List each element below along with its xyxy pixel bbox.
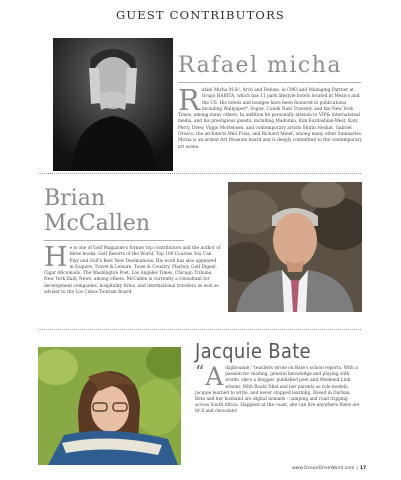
- section-divider: [38, 173, 361, 174]
- jacquie-bate-photo: [38, 347, 181, 465]
- contributor-bio: [178, 83, 363, 151]
- divider: [44, 240, 184, 241]
- section-title: GUEST CONTRIBUTORS: [115, 8, 286, 22]
- footer-separator: |: [356, 466, 358, 471]
- page-footer: [292, 466, 366, 471]
- drop-cap: A: [205, 362, 224, 391]
- section-divider: [38, 329, 361, 330]
- drop-cap: R: [178, 83, 200, 117]
- contributor-name-line1: Brian: [44, 186, 106, 211]
- website-link[interactable]: www.OceanDriveWorld.com: [292, 466, 355, 471]
- bio-text: afael Micha M.Sc, Arch and Deluxe, is CMO and Managing Partner at Grupo HABITA, which has 11 park lifestyle hotels located in Mexico and the US. His hotels and lounges have been featured in publications including Wallpaper*, Vogue, Condé Nast Traveler, and the New York Times, among many others. In addition he personally attends to VIP& international media, and his prestigious guests, including Madonna, Kim Kardashian-West, Katy Perry, Drew, Viggo Mortensen, and contemporary artists Shirin Neshat, Gabriel Orozco, the architects Weil Frisa, and Richard Meier, among many other luminaries. Micha is an ardent Art Museum board and is deeply committed to the contemporary art scene.: [178, 88, 363, 150]
- page-number: 17: [359, 466, 367, 471]
- contributor-bio: [195, 362, 361, 416]
- bio-text: dajibounne," teachers wrote on Bate's school reports. With a passion for reading, general knowledge and playing with words, she's a blogger, published poet and Weekend Link winner. With Roald Dhal and her parents as role models, Jacquie learned to write, and never stopped learning. Based in Durban, Bate and her husband are digital nomads - camping and road tripping across South Africa. Happiest at the coast, she can live anywhere there are fir fl and chocolate!: [195, 366, 360, 415]
- brian-mccallen-photo: [228, 182, 362, 312]
- contributor-bio: [44, 242, 221, 296]
- bio-text: e is one of Golf Magazine's former top contributors and the author of three books: Golf Resorts of the World, Top 100 Courses You Can Play and Golf's Best New Destinations. His work has also appeared in Esquire, Travel & Leisure, Town & Country, Playboy, Golf Digest, Cigar Aficionado, The Washington Post, Los Angeles Times, Chicago Tribune, New York Daily News, among others. McCallen is currently a consultant for development companies, hospitality firms, and international travelers as well as adviser to the Los Cabos Tourism Board.: [44, 246, 221, 296]
- contributor-name-line2: McCallen: [44, 211, 151, 236]
- contributor-name: Rafael micha: [178, 53, 342, 78]
- drop-cap: H: [44, 242, 68, 273]
- open-quote: “: [195, 362, 205, 383]
- divider: [178, 82, 361, 83]
- contributor-name: Jacquie Bate: [195, 339, 311, 363]
- rafael-micha-photo: [53, 38, 173, 171]
